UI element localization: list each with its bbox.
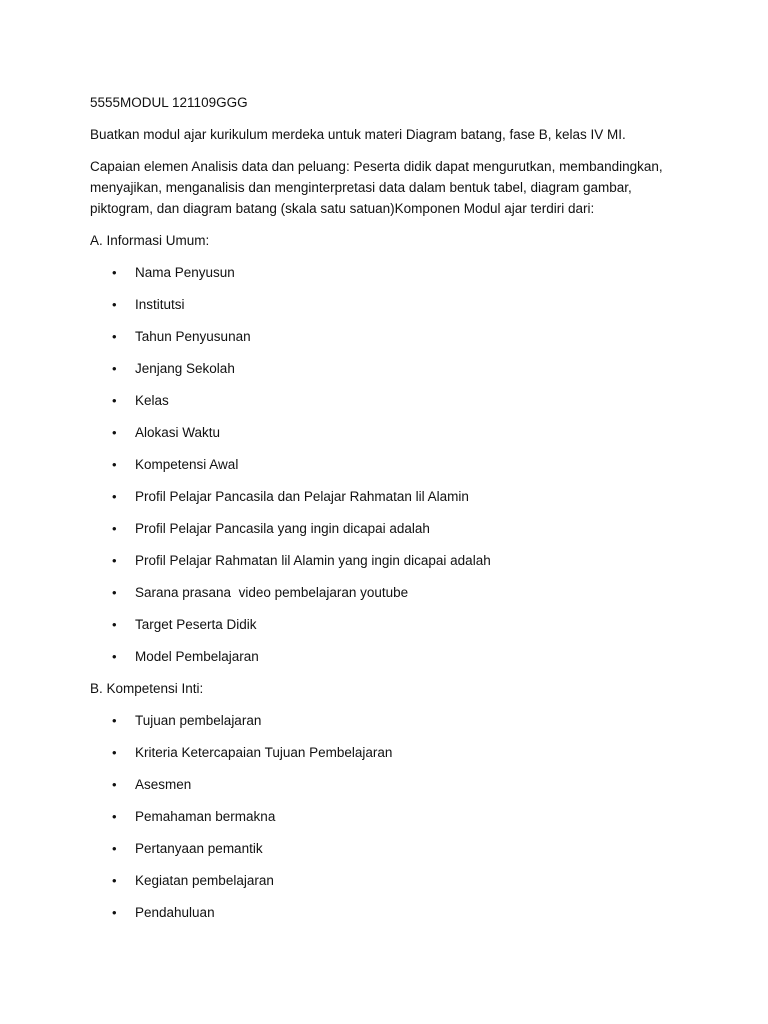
section-b-heading: B. Kompetensi Inti:: [90, 681, 204, 696]
list-item: [90, 518, 678, 539]
list-item: [90, 838, 678, 859]
bullet-icon: •: [112, 553, 117, 568]
list-item: [90, 294, 678, 315]
list-item: [90, 326, 678, 347]
list-item-text: Jenjang Sekolah: [135, 361, 235, 376]
list-item: [90, 902, 678, 923]
list-item: [90, 262, 678, 283]
section-a-list: [90, 262, 678, 667]
list-item: [90, 550, 678, 571]
bullet-icon: •: [112, 265, 117, 280]
bullet-icon: •: [112, 713, 117, 728]
list-item-text: Asesmen: [135, 777, 192, 792]
list-item-text: Kelas: [135, 393, 169, 408]
list-item: [90, 390, 678, 411]
list-item: [90, 806, 678, 827]
list-item-text: Profil Pelajar Pancasila yang ingin dicapai adalah: [135, 521, 430, 536]
list-item: [90, 742, 678, 763]
list-item-text: Model Pembelajaran: [135, 649, 259, 664]
list-item-text: Institutsi: [135, 297, 185, 312]
bullet-icon: •: [112, 297, 117, 312]
section-a-heading: A. Informasi Umum:: [90, 233, 210, 248]
list-item: [90, 614, 678, 635]
bullet-icon: •: [112, 745, 117, 760]
list-item-text: Kriteria Ketercapaian Tujuan Pembelajaran: [135, 745, 393, 760]
bullet-icon: •: [112, 425, 117, 440]
bullet-icon: •: [112, 841, 117, 856]
bullet-icon: •: [112, 521, 117, 536]
bullet-icon: •: [112, 585, 117, 600]
list-item: [90, 774, 678, 795]
list-item: [90, 486, 678, 507]
section-b-list: [90, 710, 678, 923]
bullet-icon: •: [112, 905, 117, 920]
bullet-icon: •: [112, 393, 117, 408]
bullet-icon: •: [112, 777, 117, 792]
list-item-text: Kegiatan pembelajaran: [135, 873, 274, 888]
list-item: [90, 710, 678, 731]
list-item-text: Pendahuluan: [135, 905, 215, 920]
list-item: [90, 422, 678, 443]
list-item-text: Target Peserta Didik: [135, 617, 257, 632]
bullet-icon: •: [112, 873, 117, 888]
learning-outcome-paragraph: Capaian elemen Analisis data dan peluang: Peserta didik dapat mengurutkan, membandingkan, menyajikan, menganalisis dan menginterpretasi data dalam bentuk tabel, diagram gambar, piktogram, dan diagram batang (skala satu satuan)Komponen Modul ajar terdiri dari:: [90, 159, 663, 216]
bullet-icon: •: [112, 329, 117, 344]
list-item: [90, 646, 678, 667]
list-item-text: Profil Pelajar Pancasila dan Pelajar Rahmatan lil Alamin: [135, 489, 469, 504]
document-title: 5555MODUL 121109GGG: [90, 95, 248, 110]
list-item-text: Nama Penyusun: [135, 265, 235, 280]
list-item: [90, 454, 678, 475]
list-item-text: Profil Pelajar Rahmatan lil Alamin yang ingin dicapai adalah: [135, 553, 491, 568]
bullet-icon: •: [112, 489, 117, 504]
list-item-text: Kompetensi Awal: [135, 457, 239, 472]
list-item-text: Alokasi Waktu: [135, 425, 221, 440]
bullet-icon: •: [112, 457, 117, 472]
list-item-text: Tahun Penyusunan: [135, 329, 251, 344]
list-item: [90, 870, 678, 891]
bullet-icon: •: [112, 649, 117, 664]
intro-paragraph: Buatkan modul ajar kurikulum merdeka untuk materi Diagram batang, fase B, kelas IV MI.: [90, 127, 626, 142]
list-item: [90, 358, 678, 379]
list-item-text: Sarana prasana video pembelajaran youtube: [135, 585, 409, 600]
list-item-text: Tujuan pembelajaran: [135, 713, 262, 728]
list-item-text: Pertanyaan pemantik: [135, 841, 263, 856]
list-item: [90, 582, 678, 603]
list-item-text: Pemahaman bermakna: [135, 809, 276, 824]
bullet-icon: •: [112, 617, 117, 632]
bullet-icon: •: [112, 809, 117, 824]
bullet-icon: •: [112, 361, 117, 376]
